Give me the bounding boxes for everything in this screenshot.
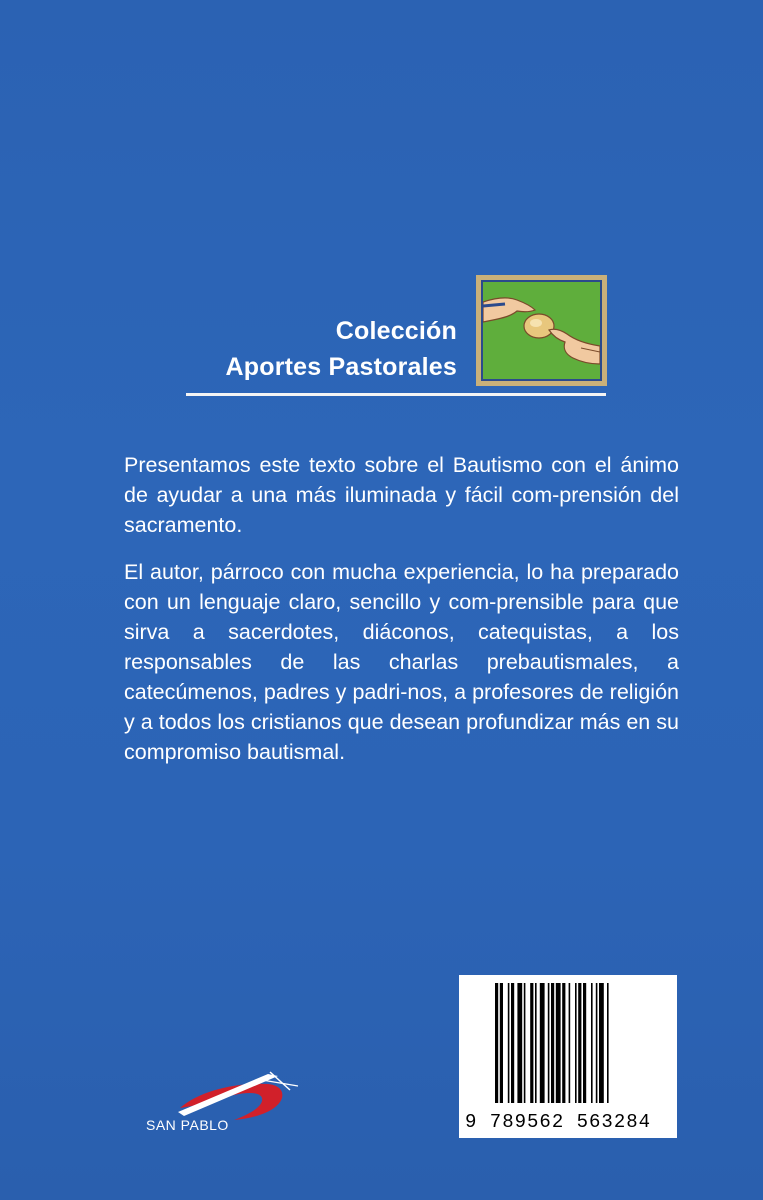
barcode-bar	[562, 983, 565, 1103]
barcode-bar	[569, 983, 571, 1103]
barcode-bar	[591, 983, 593, 1103]
collection-line-1: Colección	[335, 317, 457, 345]
barcode-bar	[511, 983, 514, 1103]
barcode-bars	[495, 983, 669, 1103]
barcode-bar	[535, 983, 537, 1103]
publisher-name: SAN PABLO	[146, 1117, 229, 1133]
barcode-bar	[575, 983, 577, 1103]
description-paragraph-2: El autor, párroco con mucha experiencia, lo ha preparado con un lenguaje claro, sencillo y com-prensible para que sirva a sacerdotes, diáconos, catequistas, a los responsables de las charlas prebautismales, a catecúmenos, padres y padri-nos, a profesores de religión y a todos los cristianos que desean profundizar más en su compromiso bautismal.	[124, 560, 679, 764]
collection-divider	[186, 393, 606, 396]
barcode-bar	[583, 983, 586, 1103]
barcode-bar	[599, 983, 604, 1103]
isbn-number: 9 789562 563284	[465, 1111, 652, 1133]
description	[124, 450, 679, 784]
barcode-bar	[548, 983, 550, 1103]
barcode-bar	[540, 983, 545, 1103]
barcode-bar	[495, 983, 498, 1103]
barcode-bar	[517, 983, 522, 1103]
barcode-bar	[508, 983, 510, 1103]
barcode-bar	[578, 983, 581, 1103]
barcode-bar	[551, 983, 554, 1103]
barcode-bar	[500, 983, 503, 1103]
barcode-bar	[596, 983, 598, 1103]
barcode-bar	[607, 983, 609, 1103]
collection-title	[226, 313, 457, 385]
collection-emblem	[476, 275, 607, 386]
hands-sharing-bread-icon	[483, 282, 600, 379]
barcode-bar	[524, 983, 526, 1103]
collection-line-2: Aportes Pastorales	[225, 353, 457, 381]
barcode	[459, 975, 677, 1138]
barcode-bar	[530, 983, 533, 1103]
description-paragraph-1: Presentamos este texto sobre el Bautismo con el ánimo de ayudar a una más iluminada y fácil com-prensión del sacramento.	[124, 453, 679, 537]
barcode-bar	[556, 983, 561, 1103]
